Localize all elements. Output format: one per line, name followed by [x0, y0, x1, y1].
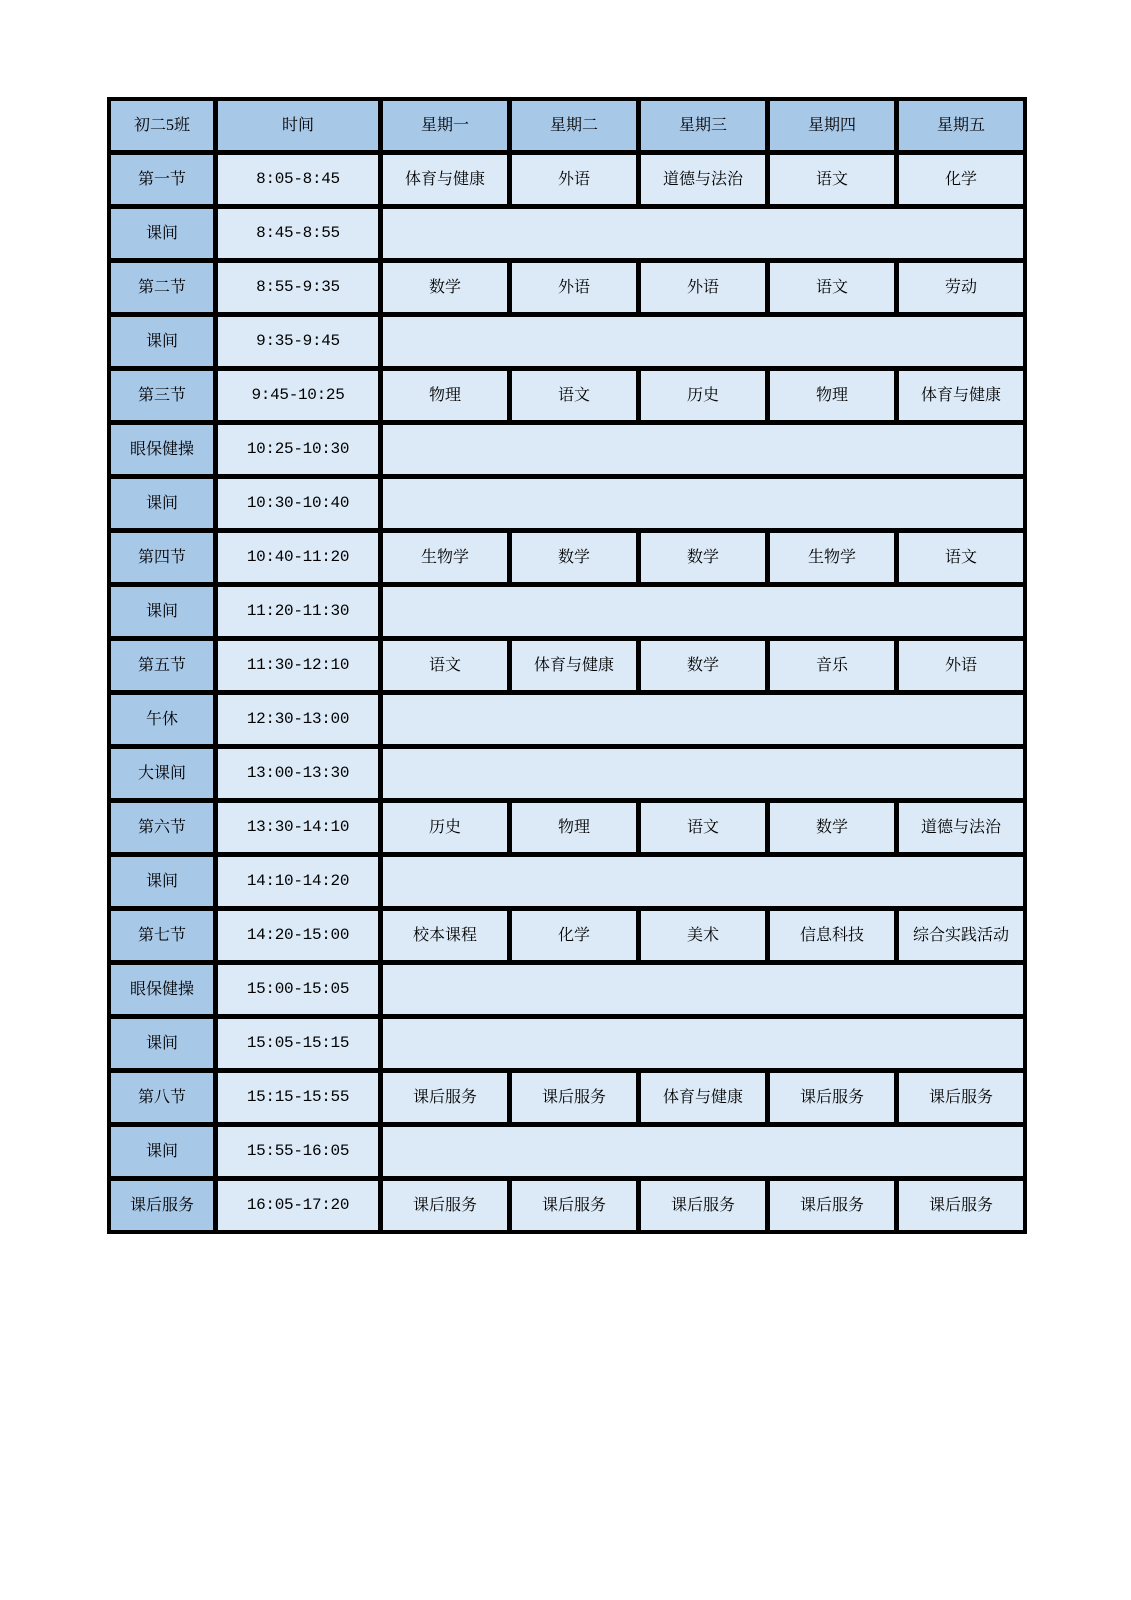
table-row: [110, 640, 1024, 691]
table-row: [110, 694, 1024, 745]
subject-cell: 数学: [769, 802, 895, 853]
row-time: 9:35-9:45: [217, 316, 379, 367]
subject-cell: 课后服务: [511, 1180, 637, 1231]
row-time: 8:45-8:55: [217, 208, 379, 259]
table-row: [110, 802, 1024, 853]
row-label: 午休: [110, 694, 214, 745]
subject-cell: 历史: [640, 370, 766, 421]
subject-cell: 课后服务: [898, 1180, 1024, 1231]
table-row: [110, 1126, 1024, 1177]
table-row: [110, 1072, 1024, 1123]
subject-cell: 课后服务: [382, 1180, 508, 1231]
subject-cell: 数学: [511, 532, 637, 583]
subject-cell: 数学: [640, 532, 766, 583]
break-span-cell: [382, 208, 1024, 259]
row-label: 课间: [110, 1126, 214, 1177]
row-label: 眼保健操: [110, 424, 214, 475]
break-span-cell: [382, 1126, 1024, 1177]
row-label: 课间: [110, 478, 214, 529]
subject-cell: 外语: [640, 262, 766, 313]
subject-cell: 综合实践活动: [898, 910, 1024, 961]
subject-cell: 校本课程: [382, 910, 508, 961]
table-row: [110, 154, 1024, 205]
subject-cell: 道德与法治: [640, 154, 766, 205]
subject-cell: 课后服务: [640, 1180, 766, 1231]
class-schedule-table: [107, 97, 1027, 1234]
header-day-5: 星期五: [898, 100, 1024, 151]
row-label: 课间: [110, 856, 214, 907]
row-label: 第八节: [110, 1072, 214, 1123]
row-time: 12:30-13:00: [217, 694, 379, 745]
row-time: 8:05-8:45: [217, 154, 379, 205]
table-row: [110, 856, 1024, 907]
row-label: 第一节: [110, 154, 214, 205]
table-row: [110, 316, 1024, 367]
row-label: 第三节: [110, 370, 214, 421]
subject-cell: 体育与健康: [382, 154, 508, 205]
row-label: 第六节: [110, 802, 214, 853]
subject-cell: 课后服务: [769, 1072, 895, 1123]
row-label: 课后服务: [110, 1180, 214, 1231]
subject-cell: 课后服务: [898, 1072, 1024, 1123]
row-label: 大课间: [110, 748, 214, 799]
row-time: 16:05-17:20: [217, 1180, 379, 1231]
row-time: 11:20-11:30: [217, 586, 379, 637]
header-day-2: 星期二: [511, 100, 637, 151]
subject-cell: 语文: [511, 370, 637, 421]
header-day-1: 星期一: [382, 100, 508, 151]
subject-cell: 课后服务: [382, 1072, 508, 1123]
table-row: [110, 370, 1024, 421]
break-span-cell: [382, 586, 1024, 637]
table-row: [110, 1018, 1024, 1069]
subject-cell: 数学: [382, 262, 508, 313]
row-time: 14:20-15:00: [217, 910, 379, 961]
table-row: [110, 1180, 1024, 1231]
schedule-table-container: [107, 97, 1009, 1234]
subject-cell: 课后服务: [511, 1072, 637, 1123]
subject-cell: 道德与法治: [898, 802, 1024, 853]
schedule-body: [110, 100, 1024, 1231]
row-label: 第七节: [110, 910, 214, 961]
row-label: 眼保健操: [110, 964, 214, 1015]
break-span-cell: [382, 964, 1024, 1015]
table-row: [110, 208, 1024, 259]
table-row: [110, 586, 1024, 637]
subject-cell: 语文: [769, 154, 895, 205]
table-row: [110, 964, 1024, 1015]
break-span-cell: [382, 424, 1024, 475]
row-time: 10:40-11:20: [217, 532, 379, 583]
row-label: 课间: [110, 586, 214, 637]
break-span-cell: [382, 1018, 1024, 1069]
row-time: 13:00-13:30: [217, 748, 379, 799]
table-row: [110, 262, 1024, 313]
subject-cell: 体育与健康: [898, 370, 1024, 421]
subject-cell: 历史: [382, 802, 508, 853]
break-span-cell: [382, 316, 1024, 367]
break-span-cell: [382, 694, 1024, 745]
table-row: [110, 532, 1024, 583]
subject-cell: 物理: [382, 370, 508, 421]
subject-cell: 语文: [769, 262, 895, 313]
break-span-cell: [382, 478, 1024, 529]
row-time: 15:15-15:55: [217, 1072, 379, 1123]
header-day-3: 星期三: [640, 100, 766, 151]
subject-cell: 物理: [769, 370, 895, 421]
subject-cell: 语文: [898, 532, 1024, 583]
row-time: 15:55-16:05: [217, 1126, 379, 1177]
header-day-4: 星期四: [769, 100, 895, 151]
row-time: 9:45-10:25: [217, 370, 379, 421]
subject-cell: 劳动: [898, 262, 1024, 313]
subject-cell: 物理: [511, 802, 637, 853]
subject-cell: 信息科技: [769, 910, 895, 961]
subject-cell: 生物学: [382, 532, 508, 583]
table-row: [110, 910, 1024, 961]
header-class-name: 初二5班: [110, 100, 214, 151]
subject-cell: 语文: [640, 802, 766, 853]
table-row: [110, 748, 1024, 799]
table-row: [110, 478, 1024, 529]
row-label: 课间: [110, 316, 214, 367]
row-label: 课间: [110, 208, 214, 259]
subject-cell: 课后服务: [769, 1180, 895, 1231]
row-label: 第二节: [110, 262, 214, 313]
break-span-cell: [382, 856, 1024, 907]
subject-cell: 体育与健康: [511, 640, 637, 691]
subject-cell: 化学: [511, 910, 637, 961]
subject-cell: 语文: [382, 640, 508, 691]
subject-cell: 数学: [640, 640, 766, 691]
table-header-row: [110, 100, 1024, 151]
row-time: 14:10-14:20: [217, 856, 379, 907]
row-label: 课间: [110, 1018, 214, 1069]
row-time: 13:30-14:10: [217, 802, 379, 853]
subject-cell: 外语: [511, 262, 637, 313]
row-time: 15:00-15:05: [217, 964, 379, 1015]
row-time: 10:25-10:30: [217, 424, 379, 475]
row-time: 11:30-12:10: [217, 640, 379, 691]
row-time: 15:05-15:15: [217, 1018, 379, 1069]
break-span-cell: [382, 748, 1024, 799]
subject-cell: 化学: [898, 154, 1024, 205]
subject-cell: 外语: [898, 640, 1024, 691]
row-label: 第四节: [110, 532, 214, 583]
subject-cell: 体育与健康: [640, 1072, 766, 1123]
row-time: 10:30-10:40: [217, 478, 379, 529]
subject-cell: 美术: [640, 910, 766, 961]
table-row: [110, 424, 1024, 475]
subject-cell: 外语: [511, 154, 637, 205]
subject-cell: 生物学: [769, 532, 895, 583]
header-time-label: 时间: [217, 100, 379, 151]
row-label: 第五节: [110, 640, 214, 691]
row-time: 8:55-9:35: [217, 262, 379, 313]
subject-cell: 音乐: [769, 640, 895, 691]
